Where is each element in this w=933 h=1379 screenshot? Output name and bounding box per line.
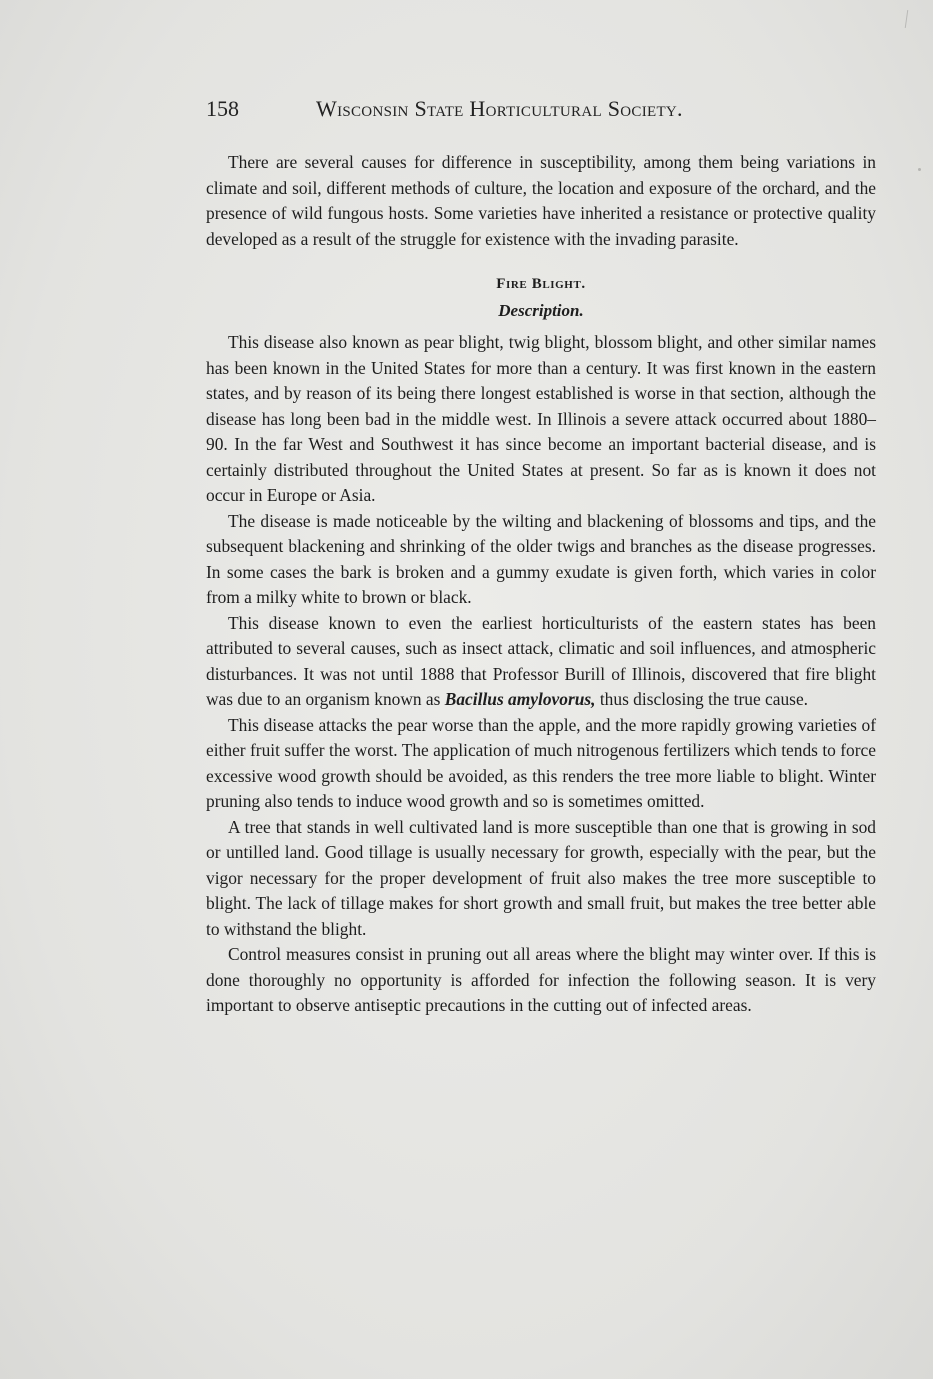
paragraph-susceptibility: There are several causes for difference in susceptibility, among them being variations in climate and soil, different methods of culture, the location and exposure of the orchard, and the presence of wild fungous hosts. Some varieties have inherited a resistance or protective quality developed as a result of the struggle for existence with the invading parasite. xyxy=(206,152,876,249)
paragraph-varieties: This disease attacks the pear worse than the apple, and the more rapidly growing varieties of either fruit suffer the worst. The application of much nitrogenous fertilizers which tends to force excessive wood growth should be avoided, as this renders the tree more liable to blight. Winter pruning also tends to induce wood growth and so is sometimes omitted. xyxy=(206,714,876,811)
page-number: 158 xyxy=(206,96,239,121)
species-name: Bacillus amylovorus, xyxy=(444,689,596,709)
cause-text-after: thus disclosing the true cause. xyxy=(595,689,809,709)
paragraph-control: Control measures consist in pruning out all areas where the blight may winter over. If this is done thoroughly no opportunity is afforded for infection the following season. It is very important to observe antiseptic precautions in the cutting out of infected areas. xyxy=(206,944,876,1015)
paragraph-description: This disease also known as pear blight, twig blight, blossom blight, and other similar names has been known in the United States for more than a century. It was first known in the eastern states, and by reason of its being there longest established is worse in that section, although the disease has long been bad in the middle west. In Illinois a severe attack occurred about 1880–90. In the far West and Southwest it has since become an important bacterial disease, and is certainly distributed throughout the United States at present. So far as is known it does not occur in Europe or Asia. xyxy=(206,332,876,505)
running-title: Wisconsin State Horticultural Society. xyxy=(316,96,683,121)
page-body xyxy=(206,150,876,1019)
section-heading: Fire Blight. xyxy=(496,276,586,292)
subsection-heading: Description. xyxy=(498,301,584,320)
running-header xyxy=(206,96,786,126)
paragraph-symptoms: The disease is made noticeable by the wilting and blackening of blossoms and tips, and the subsequent blackening and shrinking of the older twigs and branches as the disease progresses. In some cases the bark is broken and a gummy exudate is given forth, which varies in color from a milky white to brown or black. xyxy=(206,510,876,607)
paper-speck xyxy=(918,168,921,171)
cause-text-before: This disease known to even the earliest horticulturists of the eastern states has been attributed to several causes, such as insect attack, climatic and soil influences, and atmospheric disturbances. It was not until 1888 that Professor Burill of Illinois, discovered that fire blight was due to an organism known as xyxy=(206,612,876,709)
paragraph-tillage: A tree that stands in well cultivated land is more susceptible than one that is growing in sod or untilled land. Good tillage is usually necessary for growth, especially with the pear, but the vigor necessary for the proper development of fruit also makes the tree more susceptible to blight. The lack of tillage makes for short growth and small fruit, but makes the tree better able to withstand the blight. xyxy=(206,816,876,939)
paper-scratch xyxy=(905,10,908,28)
paragraph-cause xyxy=(206,611,876,713)
